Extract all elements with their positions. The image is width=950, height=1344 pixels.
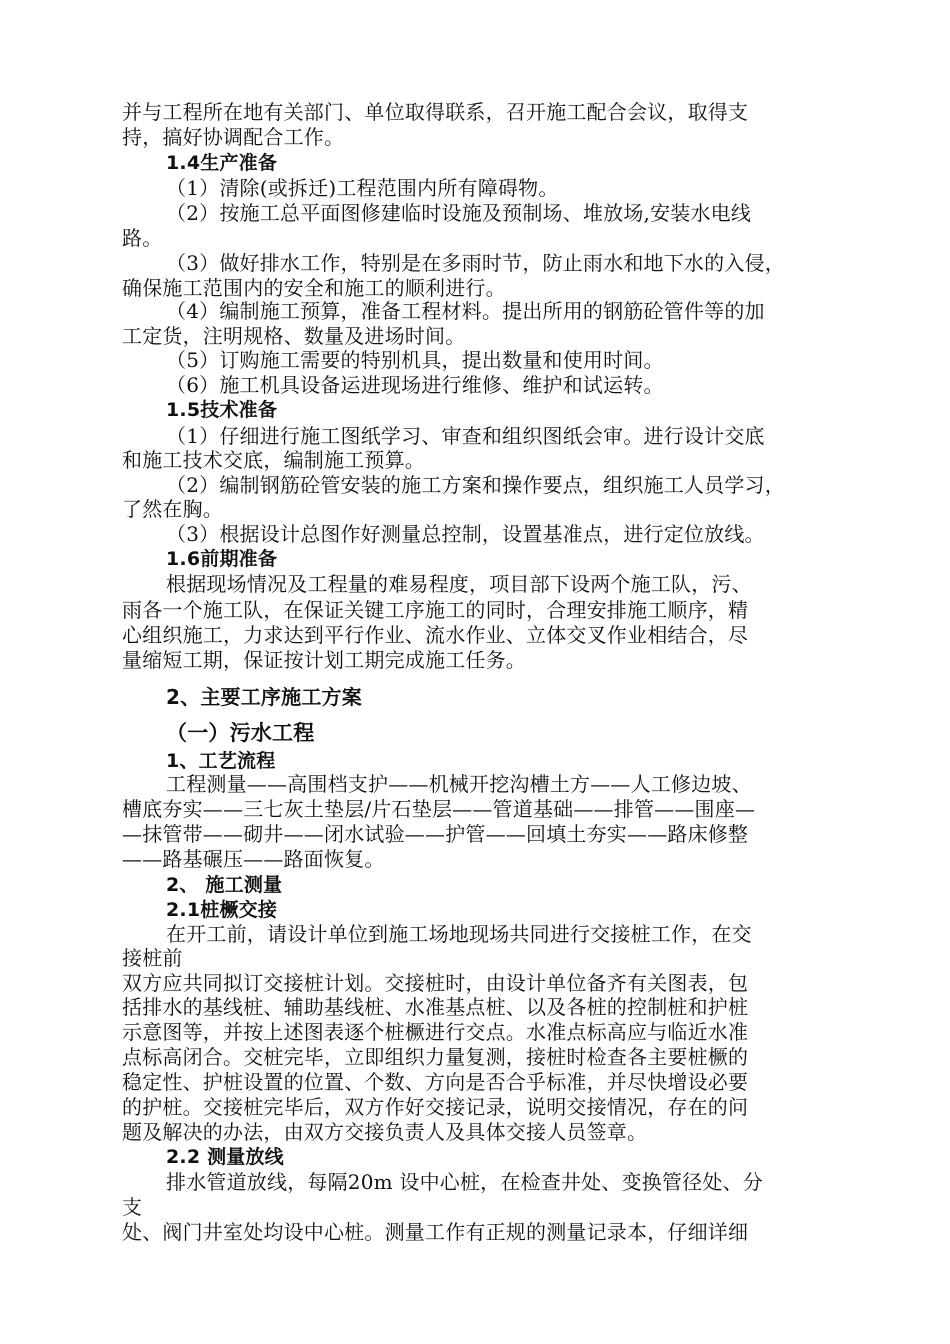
text-line: 接桩前 [122, 946, 183, 970]
chapter-heading: 2、主要工序施工方案 [166, 685, 362, 709]
section-heading: 2、 施工测量 [166, 874, 283, 896]
section-heading: 2.2 测量放线 [166, 1146, 284, 1168]
text-line: ——路基碾压——路面恢复。 [122, 847, 385, 871]
text-line: （6）施工机具设备运进现场进行维修、维护和试运转。 [166, 373, 664, 397]
text-line: 并与工程所在地有关部门、单位取得联系，召开施工配合会议，取得支 [122, 100, 749, 124]
text-line: 心组织施工，力求达到平行作业、流水作业、立体交叉作业相结合，尽 [122, 623, 749, 647]
text-line: （2）编制钢筋砼管安装的施工方案和操作要点，组织施工人员学习， [166, 473, 785, 497]
part-heading: （一）污水工程 [166, 721, 315, 745]
text-line: 槽底夯实——三七灰土垫层/片石垫层——管道基础——排管——围座— [122, 797, 756, 821]
section-heading: 1.5技术准备 [166, 399, 278, 421]
text-line: （3）根据设计总图作好测量总控制，设置基准点，进行定位放线。 [166, 522, 765, 546]
text-line: 的护桩。交接桩完毕后，双方作好交接记录，说明交接情况，存在的问 [122, 1095, 749, 1119]
text-line: （5）订购施工需要的特别机具，提出数量和使用时间。 [166, 348, 664, 372]
section-heading: 1.4生产准备 [166, 152, 278, 174]
text-line: 在开工前，请设计单位到施工场地现场共同进行交接桩工作，在交 [166, 922, 752, 946]
text-line: 稳定性、护桩设置的位置、个数、方向是否合乎标准，并尽快增设必要 [122, 1070, 749, 1094]
section-heading: 1、工艺流程 [166, 750, 276, 772]
text-line: 示意图等，并按上述图表逐个桩橛进行交点。水准点标高应与临近水准 [122, 1020, 749, 1044]
text-line: 双方应共同拟订交接桩计划。交接桩时，由设计单位备齐有关图表，包 [122, 971, 749, 995]
text-line: （4）编制施工预算，准备工程材料。提出所用的钢筋砼管件等的加 [166, 299, 765, 323]
text-line: 和施工技术交底，编制施工预算。 [122, 448, 425, 472]
text-line: 确保施工范围内的安全和施工的顺利进行。 [122, 276, 506, 300]
text-line: （3）做好排水工作，特别是在多雨时节，防止雨水和地下水的入侵， [166, 251, 785, 275]
text-line: 了然在胸。 [122, 497, 223, 521]
text-line: 处、阀门井室处均设中心桩。测量工作有正规的测量记录本，仔细详细 [122, 1220, 749, 1244]
text-line: （1）清除(或拆迁)工程范围内所有障碍物。 [166, 176, 559, 200]
text-line: 点标高闭合。交桩完毕，立即组织力量复测，接桩时检查各主要桩橛的 [122, 1045, 749, 1069]
text-line: 工定货，注明规格、数量及进场时间。 [122, 324, 466, 348]
section-heading: 2.1桩橛交接 [166, 899, 278, 921]
text-line: 持，搞好协调配合工作。 [122, 125, 345, 149]
text-line: —抹管带——砌井——闭水试验——护管——回填土夯实——路床修整 [122, 822, 749, 846]
section-heading: 1.6前期准备 [166, 548, 278, 570]
text-line: （1）仔细进行施工图纸学习、审查和组织图纸会审。进行设计交底 [166, 424, 765, 448]
text-line: 雨各一个施工队，在保证关键工序施工的同时，合理安排施工顺序，精 [122, 598, 749, 622]
text-line: 支 [122, 1195, 143, 1219]
text-line: 排水管道放线，每隔20m 设中心桩，在检查井处、变换管径处、分 [166, 1170, 763, 1194]
text-line: （2）按施工总平面图修建临时设施及预制场、堆放场,安装水电线 [166, 201, 752, 225]
text-line: 括排水的基线桩、辅助基线桩、水准基点桩、以及各桩的控制桩和护桩 [122, 995, 749, 1019]
text-line: 量缩短工期，保证按计划工期完成施工任务。 [122, 648, 526, 672]
text-line: 根据现场情况及工程量的难易程度，项目部下设两个施工队，污、 [166, 572, 752, 596]
text-line: 工程测量——高围档支护——机械开挖沟槽土方——人工修边坡、 [166, 772, 752, 796]
text-line: 题及解决的办法，由双方交接负责人及具体交接人员签章。 [122, 1120, 648, 1144]
text-line: 路。 [122, 226, 163, 250]
